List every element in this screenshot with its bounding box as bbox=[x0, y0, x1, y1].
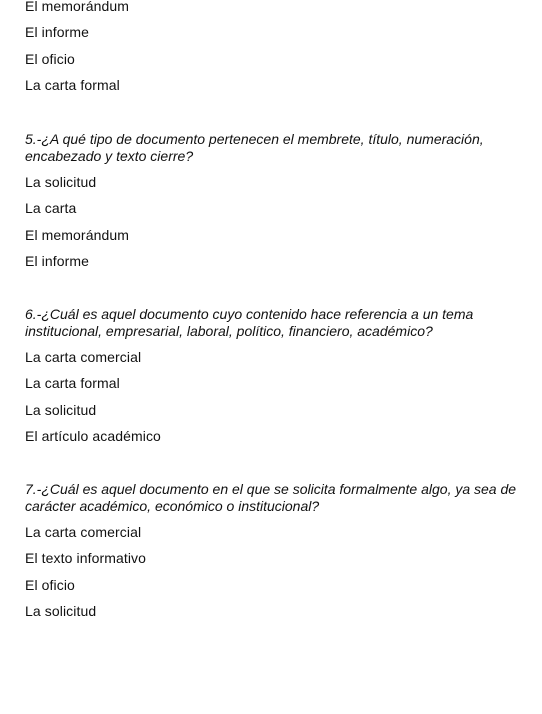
option-item[interactable]: La carta bbox=[25, 200, 77, 217]
option-item[interactable]: La carta comercial bbox=[25, 524, 142, 540]
option-item[interactable]: El memorándum bbox=[25, 226, 130, 243]
option-item[interactable]: La solicitud bbox=[25, 174, 97, 190]
option-item[interactable]: La solicitud bbox=[25, 401, 97, 418]
option-item[interactable]: La solicitud bbox=[25, 602, 97, 619]
option-item[interactable]: El oficio bbox=[25, 50, 75, 67]
previous-question-options bbox=[25, 0, 535, 103]
option-item[interactable]: La carta formal bbox=[25, 375, 120, 392]
option-item[interactable]: El informe bbox=[25, 252, 90, 269]
option-item[interactable]: El memorándum bbox=[25, 0, 130, 14]
option-item[interactable]: La carta comercial bbox=[25, 349, 142, 365]
question-7 bbox=[25, 481, 535, 629]
option-item[interactable]: El texto informativo bbox=[25, 550, 147, 567]
question-text: 6.-¿Cuál es aquel documento cuyo contenido hace referencia a un tema institucional, empresarial, laboral, político, financiero, académico? bbox=[25, 306, 474, 339]
option-item[interactable]: El oficio bbox=[25, 576, 75, 593]
option-item[interactable]: El artículo académico bbox=[25, 427, 161, 444]
question-text: 7.-¿Cuál es aquel documento en el que se solicita formalmente algo, ya sea de carácter académico, económico o institucional? bbox=[25, 481, 517, 514]
question-text: 5.-¿A qué tipo de documento pertenecen el membrete, título, numeración, encabezado y texto cierre? bbox=[25, 131, 484, 164]
option-item[interactable]: La carta formal bbox=[25, 76, 120, 93]
question-6 bbox=[25, 306, 535, 454]
question-5 bbox=[25, 131, 535, 279]
option-item[interactable]: El informe bbox=[25, 24, 90, 41]
